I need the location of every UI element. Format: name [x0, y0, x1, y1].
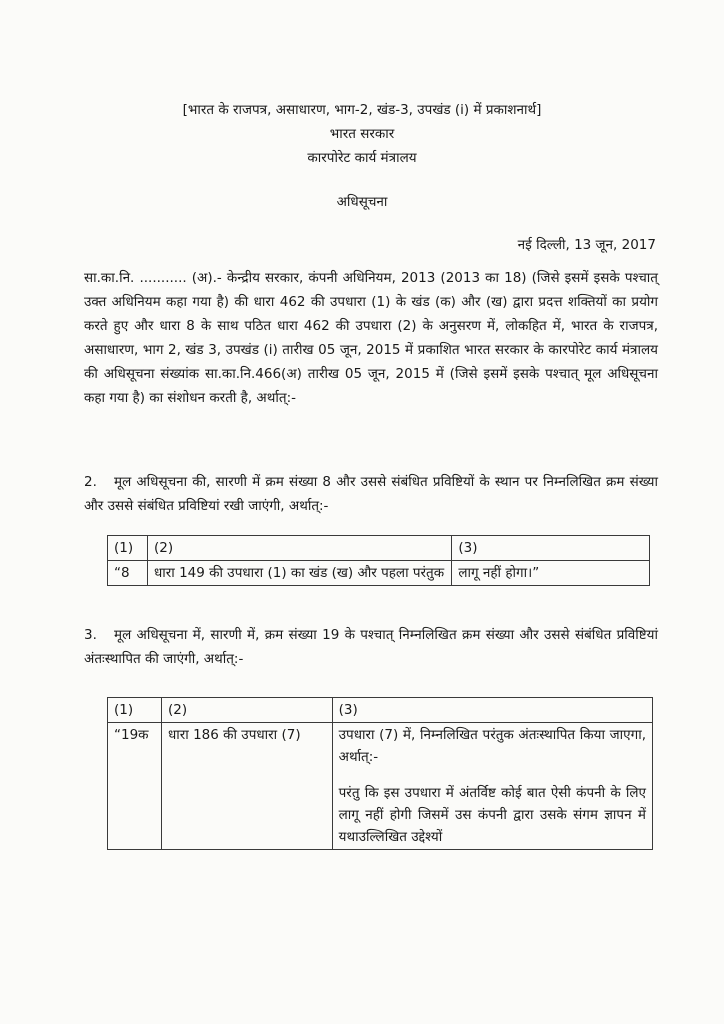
table-row: [108, 561, 650, 586]
entry-cell: लागू नहीं होगा।”: [452, 561, 650, 586]
amendment-table-1: [107, 535, 650, 586]
paragraph-gap: [339, 768, 646, 782]
paragraph-2-text: मूल अधिसूचना की, सारणी में क्रम संख्या 8 और उससे संबंधित प्रविष्टियों के स्थान पर निम्नलिखित क्रम संख्या और उससे संबंधित प्रविष्टियां रखी जाएंगी, अर्थात्:-: [84, 474, 658, 514]
section-cell: धारा 149 की उपधारा (1) का खंड (ख) और पहला परंतुक: [147, 561, 451, 586]
table-header-cell: (1): [108, 536, 148, 561]
paragraph-3: [84, 623, 658, 671]
table-header-cell: (2): [147, 536, 451, 561]
entry-text-2: परंतु कि इस उपधारा में अंतर्विष्ट कोई बात ऐसी कंपनी के लिए लागू नहीं होगी जिसमें उस कंपनी द्वारा उसके संगम ज्ञापन में यथाउल्लिखित उद्देश्यों: [338, 785, 646, 845]
gazette-note: [भारत के राजपत्र, असाधारण, भाग-2, खंड-3, उपखंड (i) में प्रकाशनार्थ]: [182, 102, 542, 118]
paragraph-2: [84, 470, 658, 518]
table-header-cell: (1): [108, 698, 162, 723]
notification-title: अधिसूचना: [336, 194, 388, 210]
table-header-row: [108, 698, 653, 723]
government-name: भारत सरकार: [329, 126, 395, 142]
entry-cell: [332, 723, 652, 850]
amendment-table-2: [107, 697, 653, 850]
date-line: नई दिल्ली, 13 जून, 2017: [517, 237, 656, 253]
table-header-row: [108, 536, 650, 561]
table-header-cell: (3): [332, 698, 652, 723]
table-row: [108, 723, 653, 850]
table-header-cell: (3): [452, 536, 650, 561]
serial-cell: “19क: [108, 723, 162, 850]
entry-text-1: उपधारा (7) में, निम्नलिखित परंतुक अंतःस्थापित किया जाएगा, अर्थात्:-: [338, 727, 646, 765]
section-cell: धारा 186 की उपधारा (7): [161, 723, 332, 850]
ministry-name: कारपोरेट कार्य मंत्रालय: [307, 150, 417, 166]
paragraph-1: सा.का.नि. ........... (अ).- केन्द्रीय सरकार, कंपनी अधिनियम, 2013 (2013 का 18) (जिसे इसमें इसके पश्चात् उक्त अधिनियम कहा गया है) की धारा 462 की उपधारा (1) के खंड (क) और (ख) द्वारा प्रदत्त शक्तियों का प्रयोग करते हुए और धारा 8 के साथ पठित धारा 462 की उपधारा (2) के अनुसरण में, लोकहित में, भारत के राजपत्र, असाधारण, भाग 2, खंड 3, उपखंड (i) तारीख 05 जून, 2015 में प्रकाशित भारत सरकार के कारपोरेट कार्य मंत्रालय की अधिसूचना संख्यांक सा.का.नि.466(अ) तारीख 05 जून, 2015 में (जिसे इसमें इसके पश्चात् मूल अधिसूचना कहा गया है) का संशोधन करती है, अर्थात्:-: [84, 270, 658, 406]
table-header-cell: (2): [161, 698, 332, 723]
serial-cell: “8: [108, 561, 148, 586]
paragraph-3-number: 3.: [84, 627, 97, 643]
paragraph-3-text: मूल अधिसूचना में, सारणी में, क्रम संख्या 19 के पश्चात् निम्नलिखित क्रम संख्या और उससे संबंधित प्रविष्टियां अंतःस्थापित की जाएंगी, अर्थात्:-: [84, 627, 658, 667]
paragraph-2-number: 2.: [84, 474, 97, 490]
